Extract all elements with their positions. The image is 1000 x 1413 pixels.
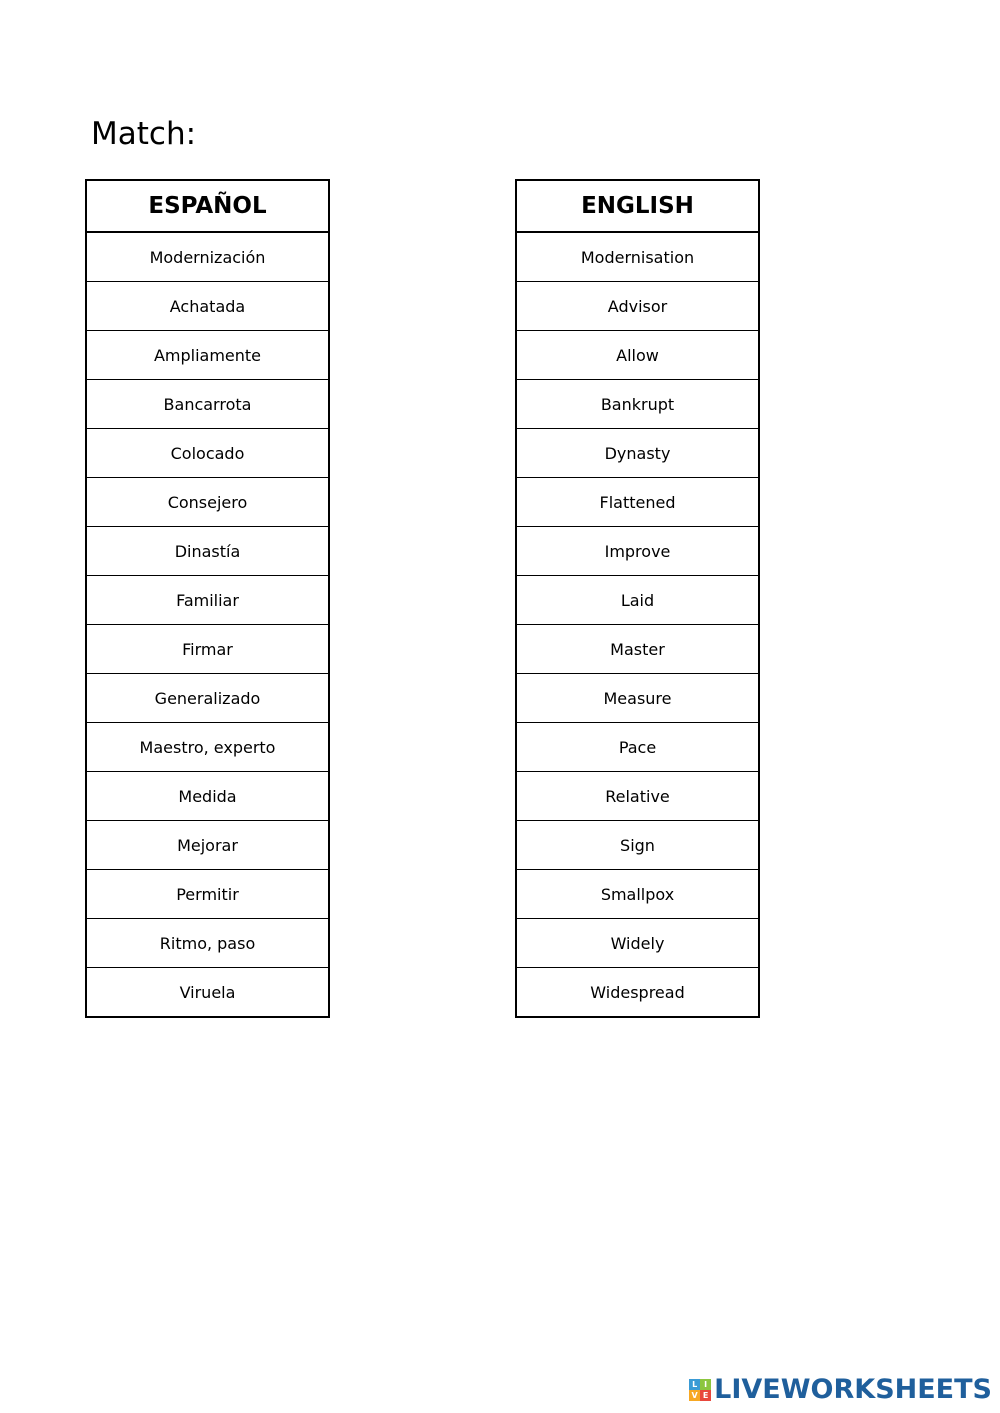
english-word-cell[interactable]: Dynasty [516,429,759,478]
spanish-word-cell[interactable]: Modernización [86,232,329,282]
page-title: Match: [91,116,197,152]
spanish-word-cell[interactable]: Permitir [86,870,329,919]
english-word-table [515,179,760,1018]
spanish-word-cell[interactable]: Dinastía [86,527,329,576]
english-word-cell[interactable]: Widespread [516,968,759,1018]
spanish-word-cell[interactable]: Firmar [86,625,329,674]
english-word-cell[interactable]: Bankrupt [516,380,759,429]
spanish-word-cell[interactable]: Medida [86,772,329,821]
english-word-cell[interactable]: Modernisation [516,232,759,282]
english-word-cell[interactable]: Flattened [516,478,759,527]
english-word-cell[interactable]: Improve [516,527,759,576]
english-word-cell[interactable]: Smallpox [516,870,759,919]
spanish-word-table [85,179,330,1018]
english-word-cell[interactable]: Laid [516,576,759,625]
english-word-cell[interactable]: Advisor [516,282,759,331]
liveworksheets-logo-text: LIVEWORKSHEETS [714,1374,992,1405]
spanish-word-cell[interactable]: Bancarrota [86,380,329,429]
spanish-word-cell[interactable]: Maestro, experto [86,723,329,772]
spanish-word-cell[interactable]: Ritmo, paso [86,919,329,968]
english-word-cell[interactable]: Master [516,625,759,674]
spanish-word-cell[interactable]: Viruela [86,968,329,1018]
spanish-word-cell[interactable]: Consejero [86,478,329,527]
spanish-word-cell[interactable]: Ampliamente [86,331,329,380]
liveworksheets-logo [689,1374,992,1405]
english-column-header: ENGLISH [516,180,759,232]
spanish-word-cell[interactable]: Generalizado [86,674,329,723]
english-word-cell[interactable]: Widely [516,919,759,968]
english-word-cell[interactable]: Measure [516,674,759,723]
english-word-cell[interactable]: Pace [516,723,759,772]
english-word-cell[interactable]: Relative [516,772,759,821]
spanish-word-cell[interactable]: Achatada [86,282,329,331]
spanish-word-cell[interactable]: Colocado [86,429,329,478]
english-word-cell[interactable]: Allow [516,331,759,380]
liveworksheets-logo-icon: L I V E [689,1379,711,1401]
english-word-cell[interactable]: Sign [516,821,759,870]
spanish-word-cell[interactable]: Mejorar [86,821,329,870]
spanish-column-header: ESPAÑOL [86,180,329,232]
spanish-word-cell[interactable]: Familiar [86,576,329,625]
